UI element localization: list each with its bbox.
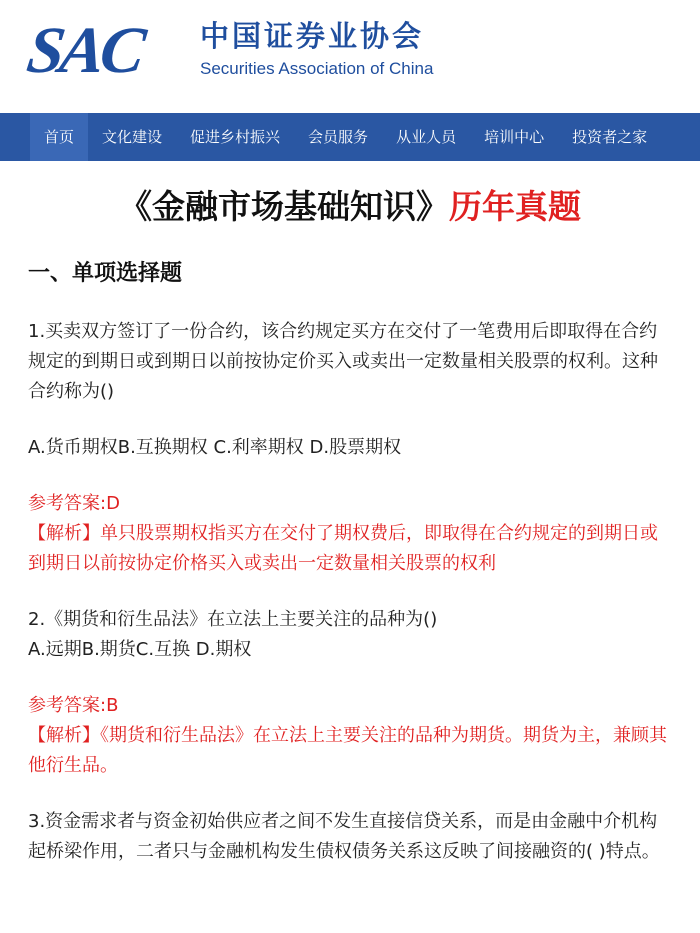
- page-title: [28, 183, 672, 231]
- nav-item-training[interactable]: 培训中心: [484, 128, 545, 146]
- sac-logo[interactable]: [22, 14, 434, 87]
- nav-item-home[interactable]: 首页: [30, 113, 88, 161]
- question-2-options: A.远期B.期货C.互换 D.期权: [28, 639, 252, 660]
- main-nav: [0, 113, 700, 161]
- main-content: [0, 183, 700, 867]
- nav-item-rural[interactable]: 促进乡村振兴: [190, 128, 281, 146]
- site-header: [0, 0, 700, 113]
- org-name-cn: 中国证券业协会: [200, 19, 425, 53]
- question-2-analysis: 【解析】《期货和衍生品法》在立法上主要关注的品种为期货。期货为主，兼顾其他衍生品。: [28, 725, 667, 776]
- logo-mark: SAC: [22, 14, 146, 87]
- question-2-text: 2.《期货和衍生品法》在立法上主要关注的品种为(): [28, 609, 438, 630]
- question-1-answer: 参考答案:D: [28, 493, 120, 514]
- question-1-analysis: 【解析】单只股票期权指买方在交付了期权费后，即取得在合约规定的到期日或到期日以前按协定价格买入或卖出一定数量相关股票的权利: [28, 523, 658, 574]
- nav-item-culture[interactable]: 文化建设: [102, 128, 163, 146]
- question-3-text: 3.资金需求者与资金初始供应者之间不发生直接信贷关系，而是由金融中介机构起桥梁作用，二者只与金融机构发生债权债务关系这反映了间接融资的( )特点。: [28, 811, 660, 862]
- section-title: 一、单项选择题: [28, 261, 183, 286]
- nav-item-member-services[interactable]: 会员服务: [308, 128, 369, 146]
- question-2-answer: 参考答案:B: [28, 695, 119, 716]
- logo-text: [200, 18, 433, 82]
- question-1-text: 1.买卖双方签订了一份合约，该合约规定买方在交付了一笔费用后即取得在合约规定的到期日或到期日以前按协定价买入或卖出一定数量相关股票的权利。这种合约称为(): [28, 321, 658, 402]
- title-main: 《金融市场基础知识》: [119, 187, 449, 226]
- nav-item-practitioners[interactable]: 从业人员: [396, 128, 457, 146]
- nav-item-investors[interactable]: 投资者之家: [572, 128, 648, 146]
- org-name-en: Securities Association of China: [200, 59, 434, 78]
- title-highlight: 历年真题: [449, 187, 581, 226]
- question-1-options: A.货币期权B.互换期权 C.利率期权 D.股票期权: [28, 437, 402, 458]
